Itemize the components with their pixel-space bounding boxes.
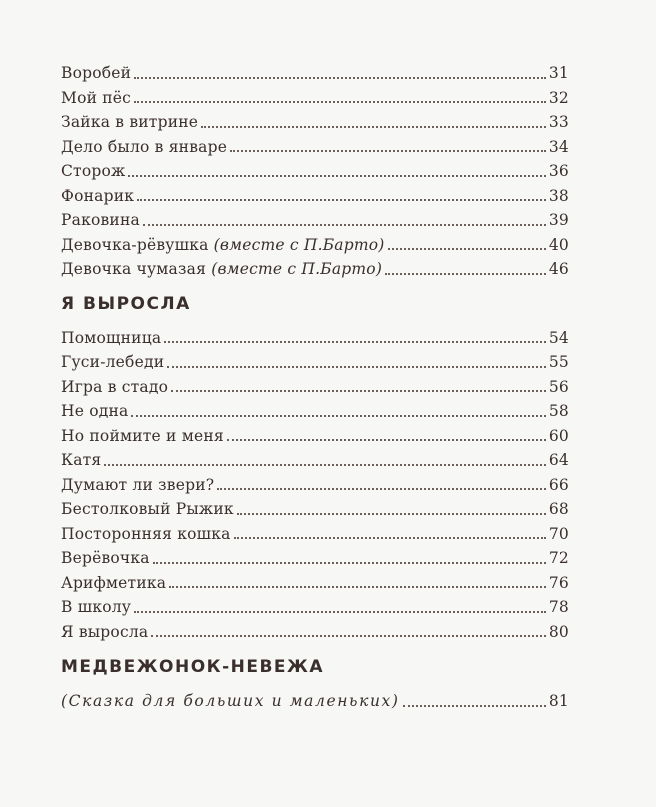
- entry-title: Игра в стадо: [61, 377, 169, 396]
- entry-title: Арифметика: [61, 573, 167, 592]
- entry-title: Мой пёс: [61, 88, 132, 107]
- page-number: 39: [548, 211, 569, 229]
- page-number: 60: [548, 426, 569, 445]
- entry-title: [61, 694, 400, 710]
- entry-title: Раковина: [61, 211, 140, 229]
- entry-title: Бестолковый Рыжик: [61, 500, 234, 518]
- dot-leader: [201, 125, 546, 128]
- page-number: 81: [548, 692, 569, 710]
- toc-entry: [61, 395, 569, 420]
- page-number: 64: [548, 451, 569, 469]
- entry-title: Не одна: [61, 402, 129, 420]
- dot-leader: [134, 100, 546, 103]
- toc-entry: [61, 616, 569, 641]
- toc-entry: [61, 204, 569, 229]
- page-number: 38: [548, 186, 569, 205]
- entry-title: Дело было в январе: [61, 137, 228, 156]
- page-number: 70: [548, 524, 569, 543]
- page-number: 46: [548, 260, 569, 278]
- toc-entry: [61, 180, 569, 205]
- dot-leader: [169, 585, 546, 588]
- entry-title: Думают ли звери?: [61, 475, 215, 494]
- toc-entry: [61, 346, 569, 371]
- page-number: 58: [548, 402, 569, 420]
- dot-leader: [385, 272, 546, 275]
- dot-leader: [164, 340, 546, 343]
- dot-leader: [143, 223, 546, 226]
- dot-leader: [131, 414, 545, 417]
- toc-entry: [61, 322, 569, 347]
- toc-entry: [61, 542, 569, 567]
- toc-entry: [61, 591, 569, 616]
- entry-title: [61, 235, 385, 254]
- entry-title: Катя: [61, 451, 102, 469]
- entry-subtitle: (Сказка для больших и маленьких): [61, 692, 400, 710]
- entry-title-text: Девочка чумазая: [61, 260, 207, 278]
- page-number: 66: [548, 475, 569, 494]
- toc-entry: [61, 444, 569, 469]
- entry-note: (вместе с П.Барто): [213, 235, 385, 254]
- dot-leader: [167, 365, 546, 368]
- page-number: 31: [548, 64, 569, 82]
- toc-entry: [61, 229, 569, 254]
- dot-leader: [217, 487, 546, 490]
- section-heading: Я ВЫРОСЛА: [61, 293, 191, 314]
- toc-entry: [61, 106, 569, 131]
- dot-leader: [134, 76, 546, 79]
- page-number: 33: [548, 113, 569, 131]
- dot-leader: [153, 561, 546, 564]
- dot-leader: [128, 174, 545, 177]
- page-number: 54: [548, 328, 569, 347]
- entry-title: Верёвочка: [61, 549, 150, 567]
- page-number: 55: [548, 353, 569, 371]
- toc-entry: [61, 518, 569, 543]
- toc-entry: [61, 253, 569, 278]
- entry-title: Посторонняя кошка: [61, 524, 231, 543]
- entry-title: Я выросла: [61, 622, 149, 641]
- toc-entry: [61, 493, 569, 518]
- toc-entry: [61, 371, 569, 396]
- entry-title: Воробей: [61, 64, 132, 82]
- section-heading: МЕДВЕЖОНОК-НЕВЕЖА: [61, 657, 325, 677]
- entry-title: Сторож: [61, 162, 126, 180]
- entry-note: (вместе с П.Барто): [211, 260, 383, 278]
- page-number: 78: [548, 598, 569, 616]
- page-number: 34: [548, 137, 569, 156]
- dot-leader: [151, 634, 546, 637]
- dot-leader: [171, 389, 546, 392]
- toc-entry: [61, 82, 569, 107]
- toc-entry: [61, 567, 569, 592]
- page-number: 72: [548, 549, 569, 567]
- page-number: 32: [548, 88, 569, 107]
- entry-title: Но поймите и меня: [61, 426, 224, 445]
- page-number: 80: [548, 622, 569, 641]
- page-number: 56: [548, 377, 569, 396]
- toc-entry: [61, 420, 569, 445]
- toc-entry: [61, 469, 569, 494]
- dot-leader: [403, 704, 546, 707]
- toc-entry: [61, 57, 569, 82]
- page-number: 68: [548, 500, 569, 518]
- toc-group-1: [61, 57, 569, 278]
- entry-title: Зайка в витрине: [61, 113, 199, 131]
- dot-leader: [237, 512, 546, 515]
- dot-leader: [234, 536, 546, 539]
- entry-title: [61, 262, 382, 278]
- toc-group-2: [61, 322, 569, 641]
- page-number: 36: [548, 162, 569, 180]
- table-of-contents: [61, 57, 569, 710]
- page-number: 40: [548, 235, 569, 254]
- entry-title: В школу: [61, 598, 132, 616]
- dot-leader: [104, 463, 545, 466]
- dot-leader: [137, 198, 546, 201]
- dot-leader: [230, 149, 546, 152]
- entry-title: Фонарик: [61, 186, 135, 205]
- entry-title: Гуси-лебеди: [61, 353, 165, 371]
- dot-leader: [227, 438, 546, 441]
- toc-entry: [61, 685, 569, 710]
- dot-leader: [388, 247, 546, 250]
- toc-entry: [61, 131, 569, 156]
- entry-title: Помощница: [61, 328, 162, 347]
- entry-title-text: Девочка-рёвушка: [61, 235, 209, 254]
- dot-leader: [134, 610, 546, 613]
- page-number: 76: [548, 573, 569, 592]
- toc-entry: [61, 155, 569, 180]
